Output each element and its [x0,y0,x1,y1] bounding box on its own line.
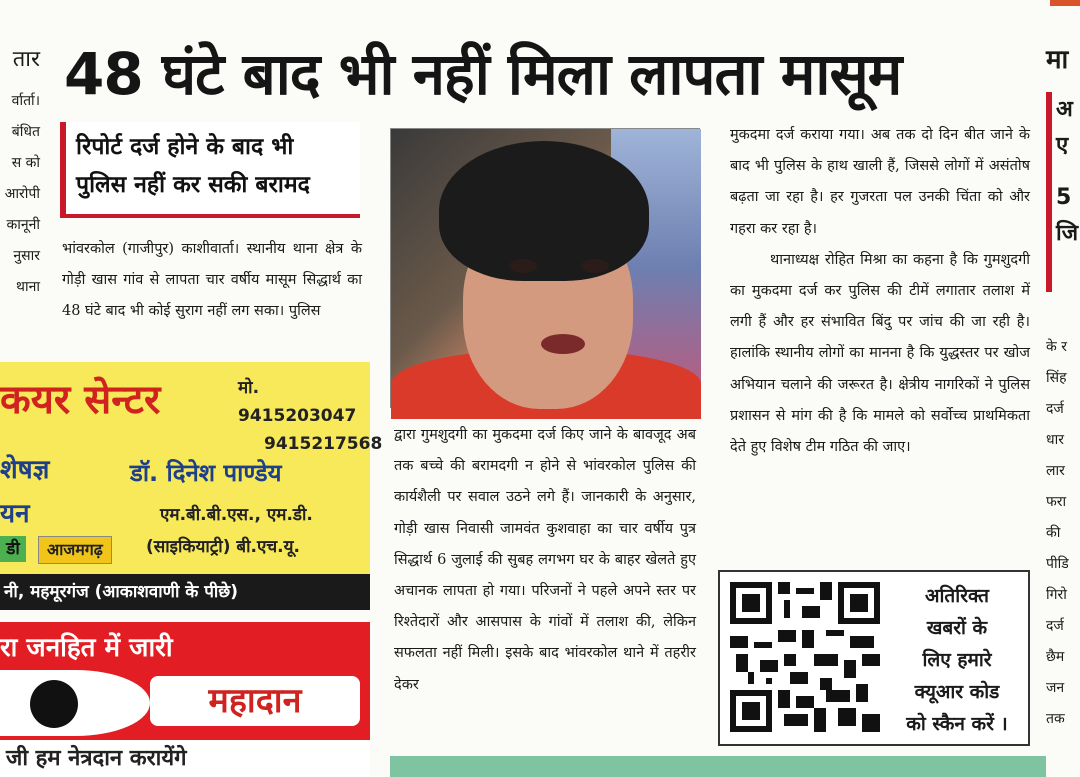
ad-degree-2: (साइकियाट्री) बी.एच.यू. [146,537,300,557]
qr-caption-line: अतिरिक्त [925,585,989,607]
right-col-title: मा [1046,45,1069,75]
ad-tag-city: आजमगढ़ [38,536,112,564]
right-col-line: तक [1046,711,1065,727]
right-col-line: की [1046,525,1061,541]
left-col-line: बंधित [11,124,40,140]
right-col-line: जन [1046,680,1065,696]
subheadline-box [60,122,360,218]
qr-caption-line: क्यूआर कोड [914,681,1000,703]
right-col-box-line: 5 [1056,185,1072,210]
eye-donation-advertisement [0,622,370,777]
article-paragraph: भांवरकोल (गाजीपुर) काशीवार्ता। स्थानीय थाना क्षेत्र के गोड़ी खास गांव से लापता चार वर्षीय मासूम सिद्धार्थ का 48 घंटे बाद भी कोई सुराग नहीं लग सका। पुलिस [62,241,362,319]
right-col-box-line: ए [1056,133,1069,158]
right-column-fragment [1046,40,1080,777]
qr-caption-line: को स्कैन करें । [906,713,1008,735]
right-col-box [1046,92,1080,292]
subheadline-line: पुलिस नहीं कर सकी बरामद [76,172,310,198]
subheadline-line: रिपोर्ट दर्ज होने के बाद भी [76,134,294,160]
ad-doctor-name: डॉ. दिनेश पाण्डेय [130,459,282,487]
left-column-fragment [0,40,40,310]
ad-phone-line: 9415217568 [264,434,383,454]
ad-phone-line: मो. 9415203047 [238,378,357,426]
right-col-line: धार [1046,432,1064,448]
ad-tag: डी [0,536,26,562]
left-col-line: तार [12,47,40,72]
right-col-box-line: अ [1056,97,1073,122]
qr-code-box [718,570,1030,746]
qr-caption-line: खबरों के [926,617,988,639]
ad-specialty-fragment: शेषज्ञ [0,455,50,485]
right-col-box-line: जि [1056,221,1079,246]
article-paragraph: मुकदमा दर्ज कराया गया। अब तक दो दिन बीत जाने के बाद भी पुलिस के हाथ खाली हैं, जिससे लोगों में असंतोष बढ़ता जा रहा है। हर गुजरता पल उनकी चिंता को और गहरा कर रहा है। [730,127,1030,237]
eye-iris-icon [30,680,78,728]
qr-caption [892,580,1022,740]
ad-degree: एम.बी.बी.एस., एम.डी. [160,505,313,525]
left-col-line: र्वार्ता। [11,93,40,109]
ad-eye-brand: महादान [150,676,360,726]
right-col-body [1046,332,1080,735]
right-col-line: फरा [1046,494,1067,510]
ad-eye-top-text: रा जनहित में जारी [0,633,173,663]
bottom-headline-strip [390,756,1046,777]
right-col-line: के र [1046,339,1067,355]
left-col-line: थाना [16,279,40,295]
left-col-line: स को [11,155,40,171]
left-col-line: कानूनी [6,217,40,233]
article-paragraph: द्वारा गुमशुदगी का मुकदमा दर्ज किए जाने के बावजूद अब तक बच्चे की बरामदगी न होने से भांवरकोल पुलिस की कार्यशैली पर सवाल उठने लगे हैं। जानकारी के अनुसार, गोड़ी खास निवासी जामवंत कुशवाहा का चार वर्षीय पुत्र सिद्धार्थ 6 जुलाई की सुबह लगभग घर के बाहर खेलते हुए अचानक लापता हो गया। परिजनों ने पहले अपने स्तर पर रिश्तेदारों और आसपास के गांवों में तलाश की, लेकिन सफलता नहीं मिली। इसके बाद भांवरकोल थाने में तहरीर देकर [394,427,696,693]
qr-caption-line: लिए हमारे [922,649,992,671]
right-col-line: पीडि [1046,556,1069,572]
right-col-line: लार [1046,463,1065,479]
qr-code-icon[interactable] [730,582,880,732]
right-col-line: दर्ज [1046,401,1064,417]
right-col-line: गिरो [1046,587,1067,603]
ad-specialty-fragment: यन [0,499,30,529]
clinic-advertisement [0,362,383,610]
headline: 48 घंटे बाद भी नहीं मिला लापता मासूम [64,40,902,108]
top-color-mark [1050,0,1080,6]
right-col-line: छैम [1046,649,1065,665]
left-col-line: आरोपी [4,186,40,202]
article-paragraph: थानाध्यक्ष रोहित मिश्रा का कहना है कि गुमशुदगी का मुकदमा दर्ज कर पुलिस की टीमें लगातार तलाश में लगी हैं और हर संभावित बिंदु पर जांच की जा रही है। हालांकि स्थानीय लोगों का मानना है कि युद्धस्तर पर खोज अभियान चलाने की जरूरत है। क्षेत्रीय नागरिकों ने पुलिस प्रशासन से मांग की है कि मामले को सर्वोच्च प्राथमिकता देते हुए विशेष टीम गठित की जाए। [730,251,1030,456]
ad-title: कयर सेन्टर [0,377,161,423]
right-col-line: सिंह [1046,370,1067,386]
ad-phone [238,374,382,458]
ad-eye-bottom-text: जी हम नेत्रदान करायेंगे [0,740,370,777]
right-col-line: दर्ज [1046,618,1064,634]
left-col-line: नुसार [13,248,40,264]
article-column-3 [730,120,1030,550]
ad-address: नी, महमूरगंज (आकाशवाणी के पीछे) [0,574,370,610]
child-photo [390,128,700,408]
